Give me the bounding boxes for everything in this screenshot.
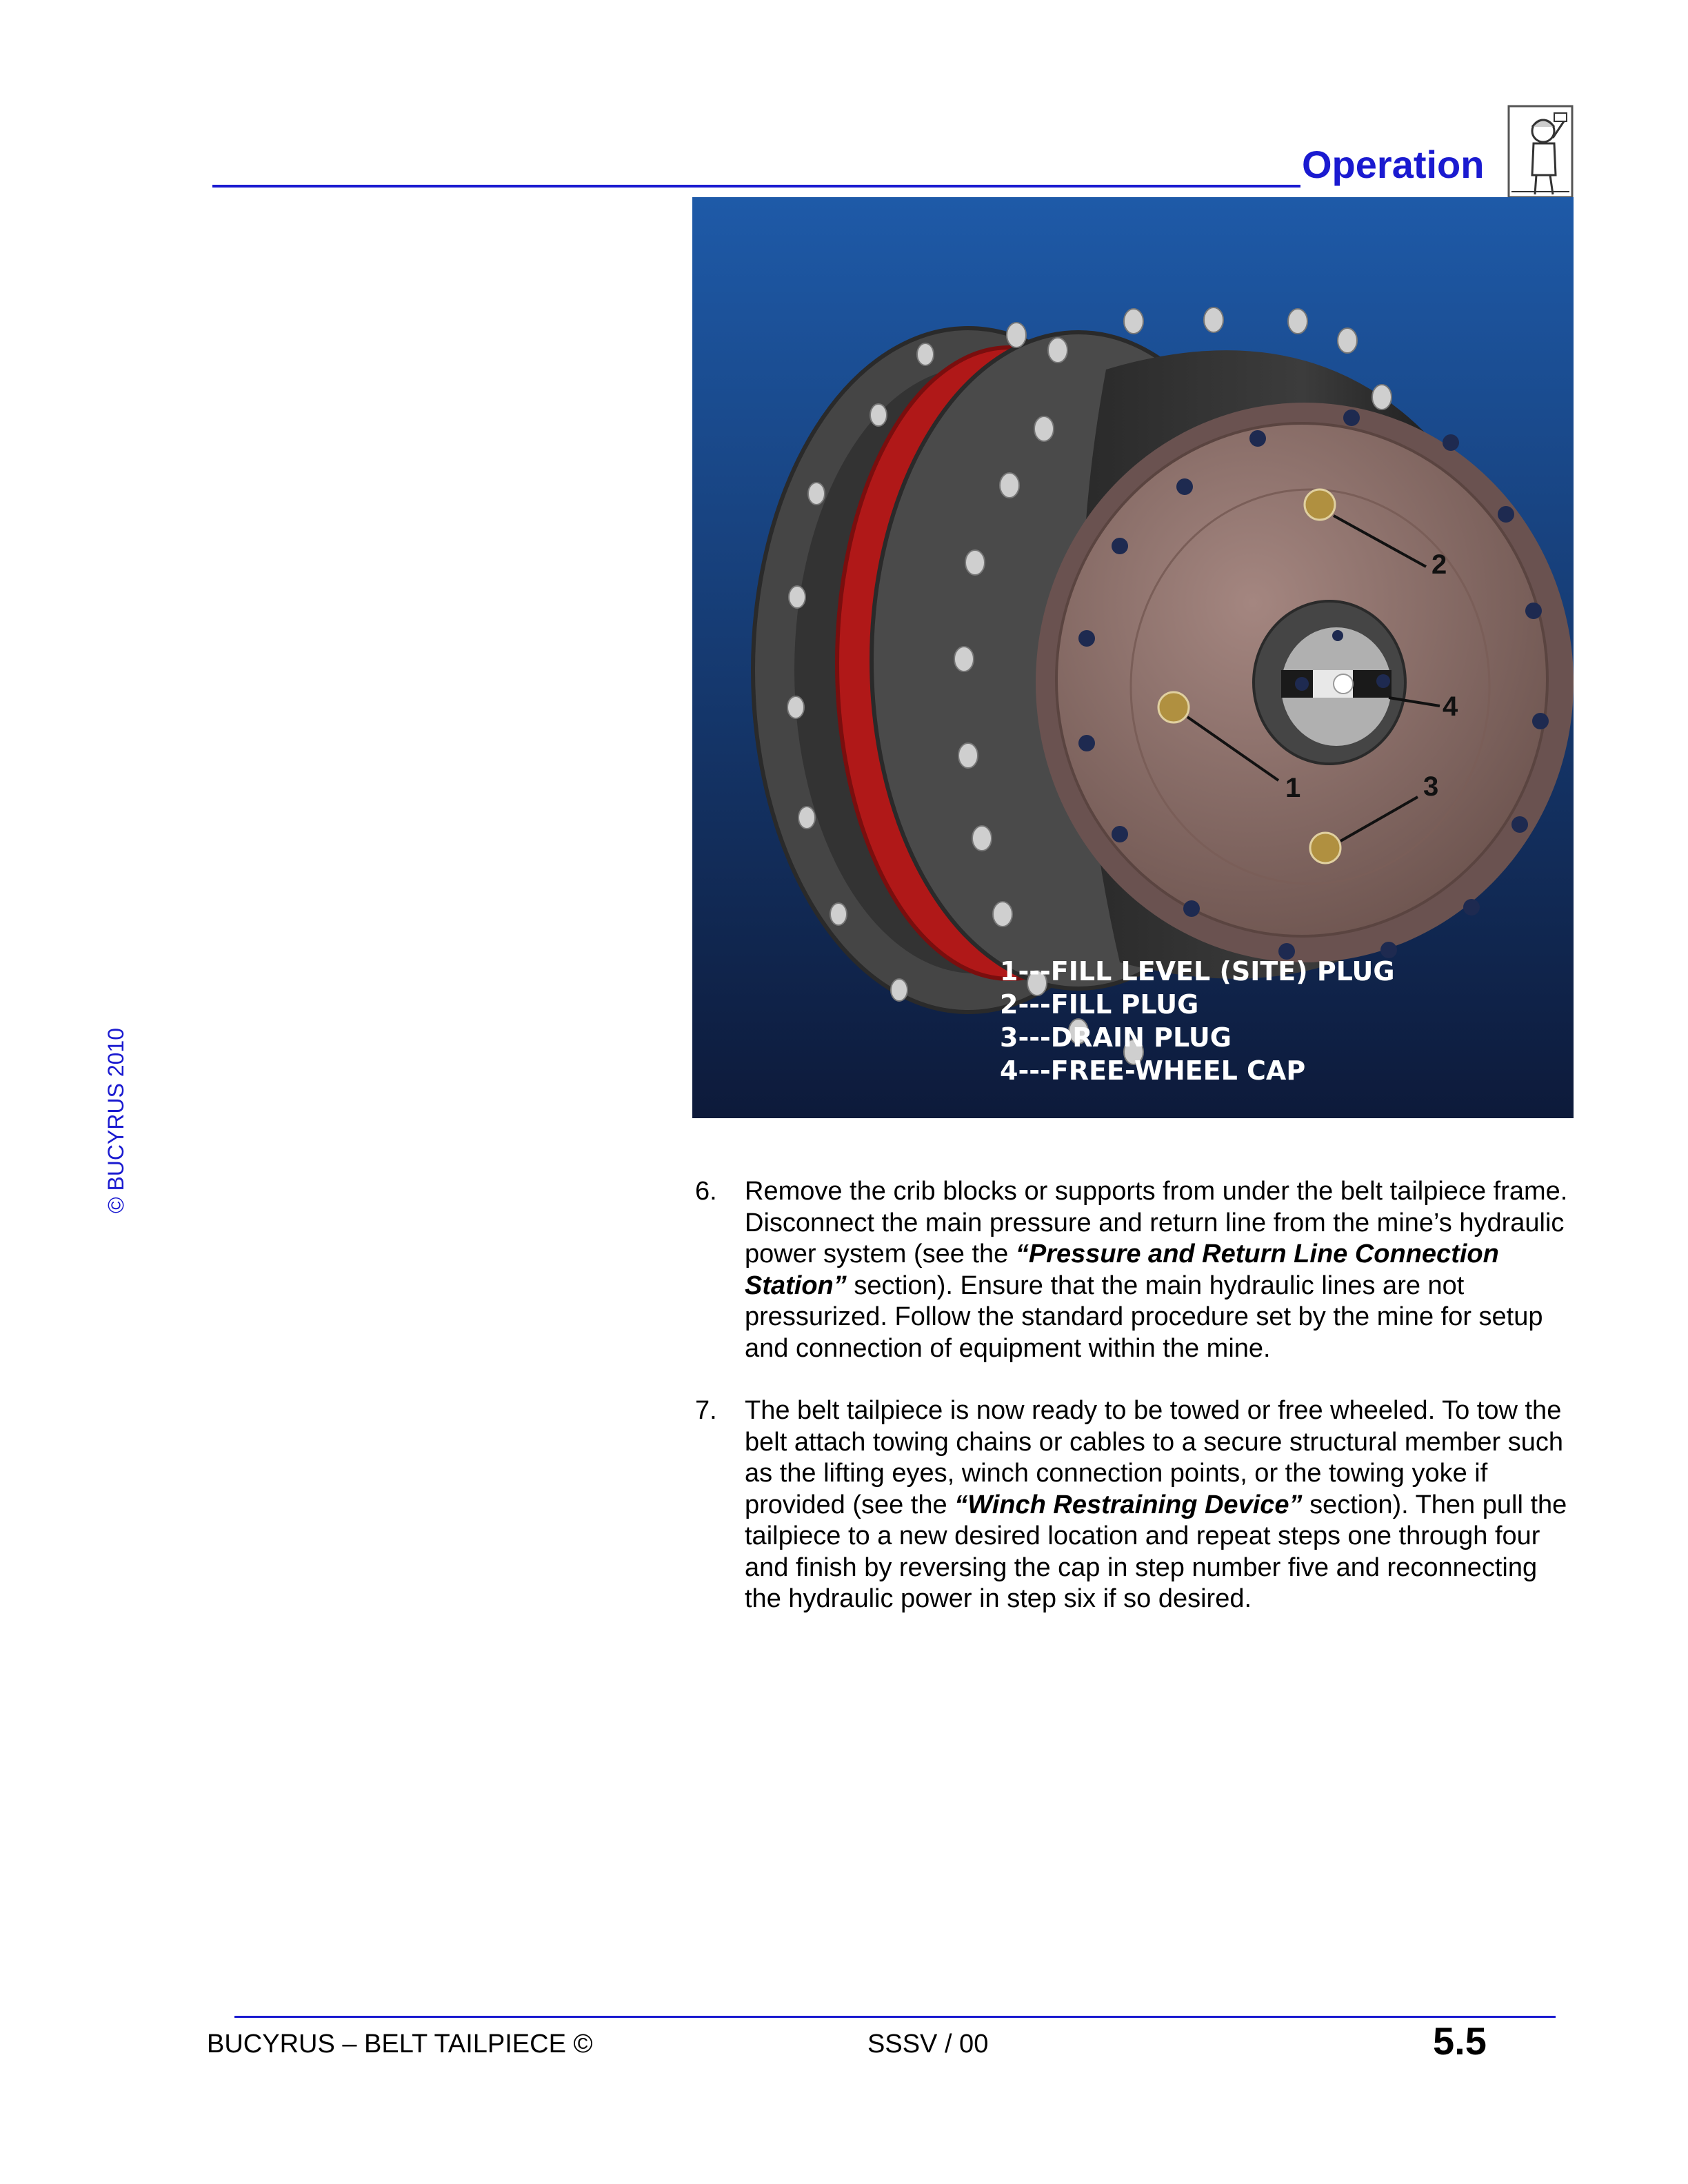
legend-item-4: 4---FREE-WHEEL CAP <box>1000 1055 1306 1086</box>
legend-item-1: 1---FILL LEVEL (SITE) PLUG <box>1000 956 1395 987</box>
plug-2 <box>1305 489 1335 520</box>
page-number: 5.5 <box>1433 2019 1487 2063</box>
legend-item-3: 3---DRAIN PLUG <box>1000 1022 1232 1053</box>
legend-item-2: 2---FILL PLUG <box>1000 989 1199 1020</box>
step-7 <box>695 1395 1578 1615</box>
callout-4: 4 <box>1443 691 1458 722</box>
callout-1: 1 <box>1285 773 1301 803</box>
step-number: 7. <box>695 1396 717 1425</box>
step-text: The belt tailpiece is now ready to be towed or free wheeled. To tow the belt attach towing chains or cables to a secure structural member such as the lifting eyes, winch connection points, or the towing yoke if provided (see the “Winch Restraining Device” section). Then pull the tailpiece to a new desired location and repeat steps one through four and finish by reversing the cap in step number five and reconnecting the hydraulic power in step six if so desired. <box>745 1396 1567 1613</box>
section-title: Operation <box>1302 143 1485 186</box>
cross-reference: “Pressure and Return Line Connection Station” <box>745 1240 1499 1300</box>
footer-title: BUCYRUS – BELT TAILPIECE © <box>207 2030 593 2059</box>
callout-2: 2 <box>1431 549 1447 580</box>
cross-reference: “Winch Restraining Device” <box>954 1490 1303 1519</box>
step-number: 6. <box>695 1177 717 1206</box>
step-text: Remove the crib blocks or supports from under the belt tailpiece frame. Disconnect the main pressure and return line from the mine’s hydraulic power system (see the “Pressure and Return Line Connection Station” section). Ensure that the main hydraulic lines are not pressurized. Follow the standard procedure set by the mine for setup and connection of equipment within the mine. <box>745 1177 1568 1363</box>
callout-3: 3 <box>1423 771 1439 802</box>
footer-revision: SSSV / 00 <box>867 2030 989 2059</box>
copyright-notice: © BUCYRUS 2010 <box>103 1027 128 1213</box>
footer-rule <box>234 2016 1556 2018</box>
procedure-steps <box>695 1176 1578 1646</box>
plug-1 <box>1158 692 1189 722</box>
header-rule <box>212 185 1300 188</box>
step-6 <box>695 1176 1578 1364</box>
worker-icon <box>1506 103 1575 200</box>
plug-3 <box>1310 833 1340 863</box>
hub-figure <box>692 197 1574 1118</box>
